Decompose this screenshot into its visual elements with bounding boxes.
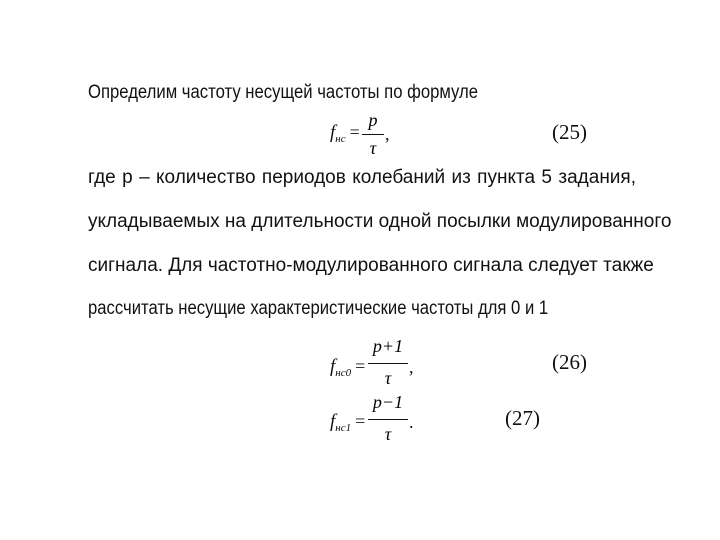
formula-25-denominator: τ <box>369 138 377 158</box>
formula-27-fraction-bar <box>368 419 408 420</box>
formula-27-punct: . <box>409 412 414 432</box>
paragraph-line-4: рассчитать несущие характеристические частоты для 0 и 1 <box>88 298 549 319</box>
formula-25-lhs <box>330 122 360 145</box>
formula-26-number: (26) <box>552 350 587 374</box>
formula-26-subscript: нс0 <box>335 367 352 379</box>
paragraph-line-3: сигнала. Для частотно-модулированного сигнала следует также <box>88 255 654 276</box>
formula-26-denominator: τ <box>384 368 392 388</box>
formula-26-equals: = <box>355 356 366 376</box>
formula-26-f: f <box>330 356 336 377</box>
formula-27-number: (27) <box>505 406 540 430</box>
formula-27-equals: = <box>355 411 366 431</box>
formula-27-lhs <box>330 411 365 434</box>
formula-27-denominator: τ <box>384 424 392 444</box>
formula-26-numerator: p+1 <box>372 336 404 356</box>
paragraph-line-1: где p – количество периодов колебаний из пункта 5 задания, <box>88 167 636 188</box>
formula-25-equals: = <box>349 122 360 142</box>
formula-27-f: f <box>330 411 336 432</box>
formula-25-subscript: нс <box>335 133 346 145</box>
formula-25-fraction-bar <box>362 134 384 135</box>
paragraph-line-2: укладываемых на длительности одной посылки модулированного <box>88 211 672 232</box>
formula-26-lhs <box>330 356 365 379</box>
formula-25-punct: , <box>385 124 390 144</box>
formula-25-numerator: p <box>368 110 378 130</box>
formula-25-f: f <box>330 122 336 143</box>
formula-27-numerator: p−1 <box>372 392 404 412</box>
formula-27-subscript: нс1 <box>335 422 352 434</box>
formula-26-fraction-bar <box>368 363 408 364</box>
intro-line: Определим частоту несущей частоты по формуле <box>88 82 479 103</box>
formula-25-number: (25) <box>552 120 587 144</box>
formula-26-punct: , <box>409 357 414 377</box>
